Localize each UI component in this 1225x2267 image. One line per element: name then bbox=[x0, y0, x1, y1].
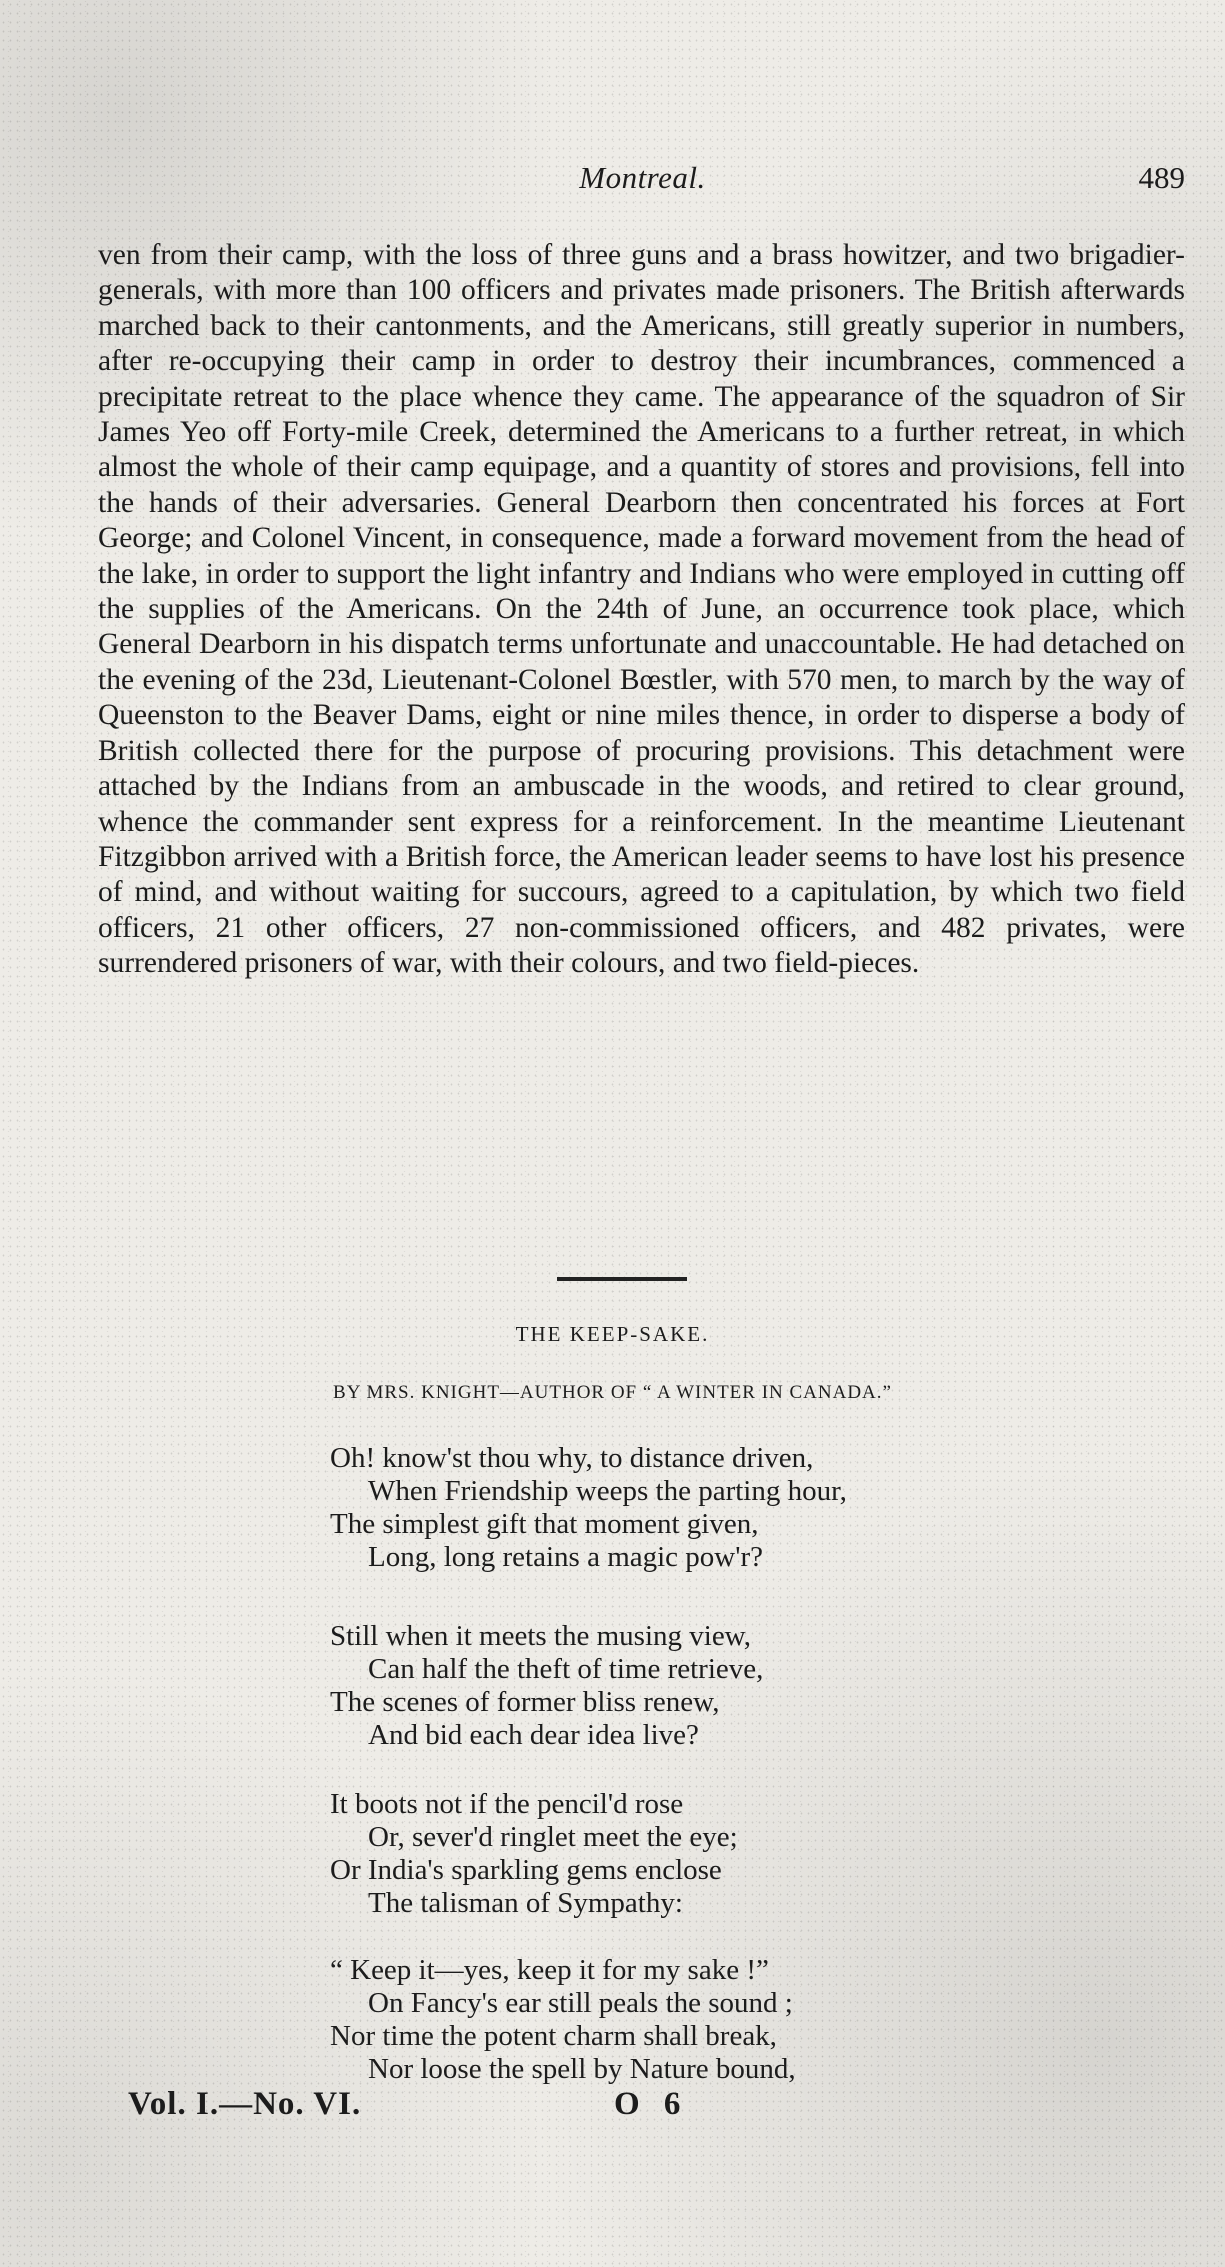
body-paragraph: ven from their camp, with the loss of three guns and a brass howitzer, and two brigadier-generals, with more than 100 officers and privates made prisoners. The British afterwards marched back to their cantonments, and the Americans, still greatly superior in numbers, after re-occupying their camp in order to destroy their incumbrances, commenced a precipitate retreat to the place whence they came. The appearance of the squadron of Sir James Yeo off Forty-mile Creek, determined the Americans to a further retreat, in which almost the whole of their camp equipage, and a quantity of stores and provisions, fell into the hands of their adversaries. General Dearborn then concentrated his forces at Fort George; and Colonel Vincent, in consequence, made a forward movement from the head of the lake, in order to support the light infantry and Indians who were employed in cutting off the supplies of the Americans. On the 24th of June, an occurrence took place, which General Dearborn in his dispatch terms unfortunate and unaccountable. He had detached on the evening of the 23d, Lieutenant-Colonel Bœstler, with 570 men, to march by the way of Queenston to the Beaver Dams, eight or nine miles thence, in order to disperse a body of British collected there for the purpose of procuring provisions. This detachment were attached by the Indians from an ambuscade in the woods, and retired to clear ground, whence the commander sent express for a reinforcement. In the meantime Lieutenant Fitzgibbon arrived with a British force, the American leader seems to have lost his presence of mind, and without waiting for succours, agreed to a capitulation, by which two field officers, 21 other officers, 27 non-commissioned officers, and 482 privates, were surrendered prisoners of war, with their colours, and two field-pieces. bbox=[98, 239, 1185, 980]
poem-line: Nor loose the spell by Nature bound, bbox=[368, 2053, 796, 2085]
poem-line: The simplest gift that moment given, bbox=[330, 1508, 759, 1540]
poem-line: Long, long retains a magic pow'r? bbox=[368, 1541, 763, 1573]
volume-number: Vol. I.—No. VI. bbox=[128, 2086, 362, 2122]
poem-stanza bbox=[330, 1788, 1030, 1920]
signature-mark: O 6 bbox=[614, 2086, 689, 2122]
poem-line: The scenes of former bliss renew, bbox=[330, 1686, 720, 1718]
running-title: Montreal. bbox=[579, 160, 706, 195]
poem-line: Still when it meets the musing view, bbox=[330, 1620, 751, 1652]
running-head bbox=[100, 160, 1185, 210]
poem-byline: BY MRS. KNIGHT—AUTHOR OF “ A WINTER IN CANADA.” bbox=[333, 1382, 892, 1403]
poem-line: Or India's sparkling gems enclose bbox=[330, 1854, 722, 1886]
page-footer bbox=[128, 2086, 1128, 2136]
poem-line: On Fancy's ear still peals the sound ; bbox=[368, 1987, 793, 2019]
poem-line: Can half the theft of time retrieve, bbox=[368, 1653, 764, 1685]
poem-line: Nor time the potent charm shall break, bbox=[330, 2020, 777, 2052]
poem-stanza bbox=[330, 1620, 1030, 1752]
poem-stanza bbox=[330, 1442, 1030, 1574]
page-number: 489 bbox=[1138, 160, 1185, 195]
poem-line: “ Keep it—yes, keep it for my sake !” bbox=[330, 1954, 769, 1986]
poem-line: Oh! know'st thou why, to distance driven, bbox=[330, 1442, 814, 1474]
poem-line: The talisman of Sympathy: bbox=[368, 1887, 683, 1919]
poem-line: And bid each dear idea live? bbox=[368, 1719, 699, 1751]
poem-title: THE KEEP-SAKE. bbox=[515, 1322, 710, 1346]
poem-line: Or, sever'd ringlet meet the eye; bbox=[368, 1821, 738, 1853]
body-text bbox=[98, 238, 1185, 982]
poem-line: When Friendship weeps the parting hour, bbox=[368, 1475, 847, 1507]
poem-stanza bbox=[330, 1954, 1030, 2086]
poem-line: It boots not if the pencil'd rose bbox=[330, 1788, 684, 1820]
section-divider bbox=[557, 1277, 687, 1281]
